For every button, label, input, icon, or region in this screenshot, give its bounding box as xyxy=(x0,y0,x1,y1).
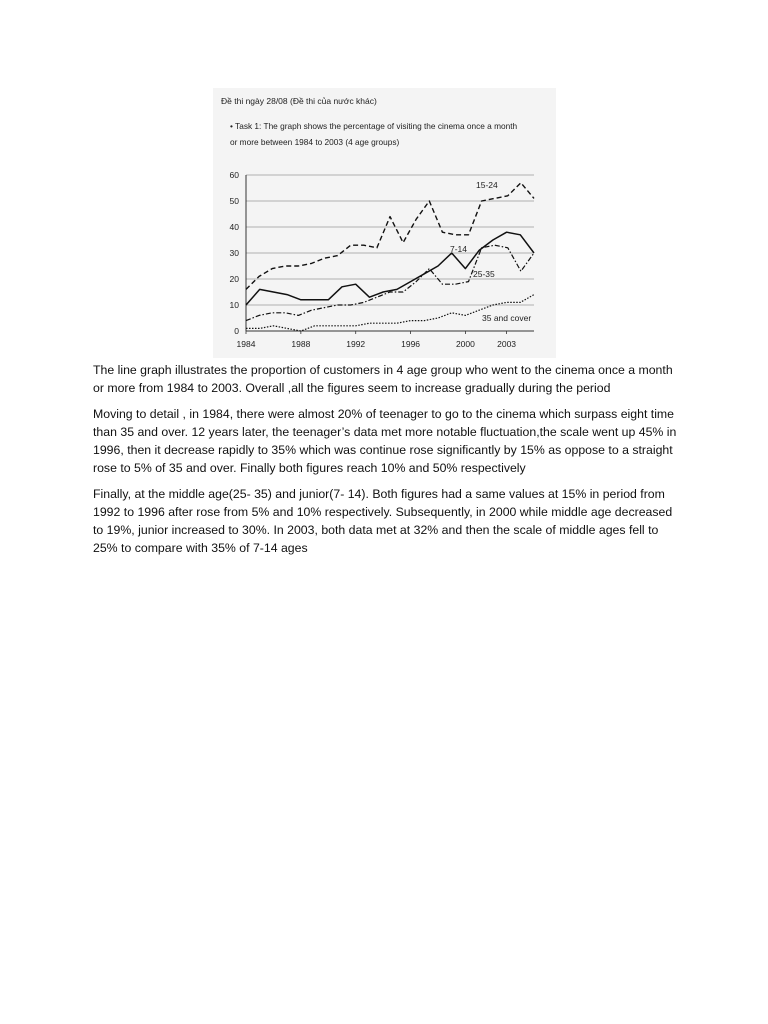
series-label-25-35: 25-35 xyxy=(473,269,495,279)
y-tick-label: 20 xyxy=(229,274,239,284)
chart-axes xyxy=(230,170,517,349)
x-tick-label: 2000 xyxy=(455,339,475,349)
chart-figure xyxy=(213,88,556,358)
chart-series-labels xyxy=(450,180,531,323)
exam-caption: Đề thi ngày 28/08 (Đề thi của nước khác) xyxy=(221,96,377,106)
x-tick-label: 1988 xyxy=(291,339,311,349)
x-tick-label: 1984 xyxy=(236,339,256,349)
task-caption-line1: • Task 1: The graph shows the percentage of visiting the cinema once a month xyxy=(230,121,518,131)
series-line-25-35 xyxy=(246,245,534,320)
essay-paragraph-3: Finally, at the middle age(25- 35) and junior(7- 14). Both figures had a same values at 15% in period from 1992 to 1996 after rose from 5% and 10% respectively. Subsequently, in 2000 while middle age decreased to 19%, junior increased to 30%. In 2003, both data met at 32% and then the scale of middle ages fell to 25% to compare with 35% of 7-14 ages xyxy=(93,487,673,555)
essay-text xyxy=(93,361,683,565)
essay-paragraph-2: Moving to detail , in 1984, there were almost 20% of teenager to go to the cinema which surpass eight time than 35 and over. 12 years later, the teenager’s data met more notable fluctuation,the scale went up 45% in 1996, then it decrease rapidly to 35% which was continue rose significantly by 15% as oppose to a straight rose to 5% of 35 and over. Finally both figures reach 10% and 50% respectively xyxy=(93,407,677,475)
y-tick-label: 10 xyxy=(229,300,239,310)
y-tick-label: 30 xyxy=(229,248,239,258)
y-tick-label: 40 xyxy=(229,222,239,232)
chart-series xyxy=(246,183,534,331)
y-tick-label: 60 xyxy=(229,170,239,180)
task-caption-line2: or more between 1984 to 2003 (4 age groups) xyxy=(230,137,400,147)
line-chart xyxy=(213,88,556,358)
series-label-15-24: 15-24 xyxy=(476,180,498,190)
y-tick-label: 0 xyxy=(234,326,239,336)
series-label-35-and-cover: 35 and cover xyxy=(482,313,532,323)
x-tick-label: 2003 xyxy=(497,339,517,349)
x-tick-label: 1992 xyxy=(346,339,366,349)
series-label-7-14: 7-14 xyxy=(450,244,468,254)
chart-grid xyxy=(246,175,534,331)
essay-paragraph-1: The line graph illustrates the proportion of customers in 4 age group who went to the cinema once a month or more from 1984 to 2003. Overall ,all the figures seem to increase gradually during the period xyxy=(93,363,673,395)
y-tick-label: 50 xyxy=(229,196,239,206)
x-tick-label: 1996 xyxy=(401,339,421,349)
